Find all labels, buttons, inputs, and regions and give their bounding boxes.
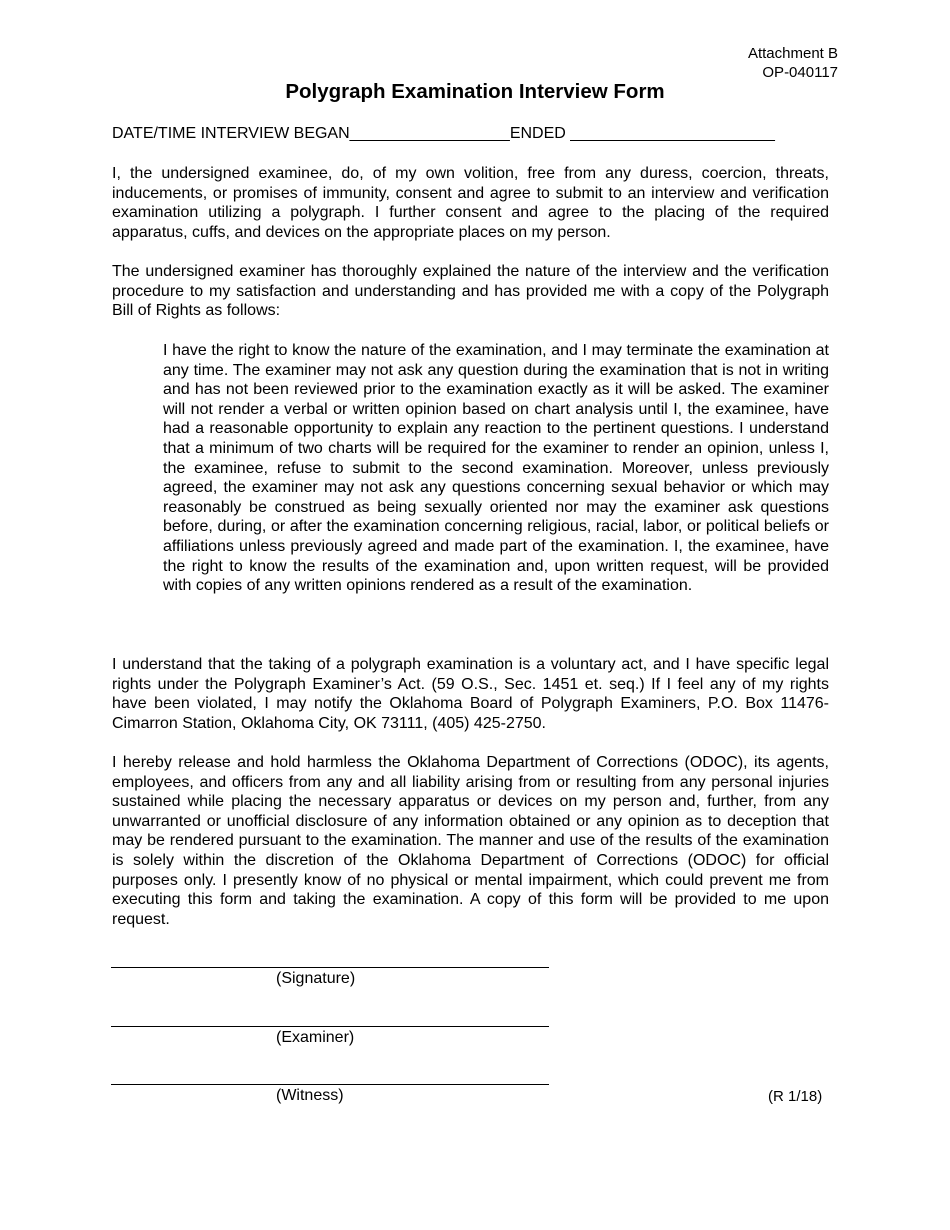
interview-began-label: DATE/TIME INTERVIEW BEGAN	[112, 125, 350, 142]
page-title: Polygraph Examination Interview Form	[285, 80, 665, 103]
examiner-signature-line	[111, 1026, 549, 1027]
witness-signature-field[interactable]	[111, 1084, 549, 1104]
interview-ended-field[interactable]: _______________________	[565, 125, 775, 142]
consent-paragraph: I, the undersigned examinee, do, of my own volition, free from any duress, coercion, threats, inducements, or promises of immunity, consent and agree to submit to an interview and verification examination utilizing a polygraph. I further consent and agree to the placing of the required apparatus, cuffs, and devices on the appropriate places on my person.	[112, 165, 829, 241]
form-identifier	[748, 44, 838, 82]
revision-label: (R 1/18)	[768, 1088, 823, 1105]
examiner-signature-field[interactable]	[111, 1026, 549, 1046]
examiner-label: (Examiner)	[276, 1029, 355, 1046]
witness-signature-line	[111, 1084, 549, 1085]
signature-label: (Signature)	[276, 970, 356, 987]
form-code: OP-040117	[762, 64, 838, 81]
date-time-line	[112, 125, 775, 143]
attachment-label: Attachment B	[747, 45, 838, 62]
signature-field[interactable]	[111, 967, 549, 987]
release-paragraph: I hereby release and hold harmless the Oklahoma Department of Corrections (ODOC), its agents, employees, and officers from any and all liability arising from or resulting from any personal injuries sustained while placing the necessary apparatus or devices on my person and, further, from any unwarranted or unofficial disclosure of any information obtained or any opinion as to deception that may be rendered pursuant to the examination. The manner and use of the results of the examination is solely within the discretion of the Oklahoma Department of Corrections (ODOC) for official purposes only. I presently know of no physical or mental impairment, which could prevent me from executing this form and taking the examination. A copy of this form will be provided to me upon request.	[112, 754, 829, 928]
witness-label: (Witness)	[276, 1087, 344, 1104]
interview-ended-label: ENDED	[509, 125, 566, 142]
interview-began-field[interactable]: __________________	[349, 125, 510, 142]
examiner-explanation-paragraph: The undersigned examiner has thoroughly explained the nature of the interview and the verification procedure to my satisfaction and understanding and has provided me with a copy of the Polygraph Bill of Rights as follows:	[112, 263, 829, 320]
signature-line	[111, 967, 549, 968]
voluntary-act-paragraph: I understand that the taking of a polygraph examination is a voluntary act, and I have specific legal rights under the Polygraph Examiner’s Act. (59 O.S., Sec. 1451 et. seq.) If I feel any of my rights have been violated, I may notify the Oklahoma Board of Polygraph Examiners, P.O. Box 11476-Cimarron Station, Oklahoma City, OK 73111, (405) 425-2750.	[112, 656, 829, 732]
bill-of-rights-paragraph: I have the right to know the nature of the examination, and I may terminate the examination at any time. The examiner may not ask any question during the examination that is not in writing and has not been reviewed prior to the examination exactly as it will be asked. The examiner will not render a verbal or written opinion based on chart analysis until I, the examinee, have had a reasonable opportunity to explain any reaction to the pertinent questions. I understand that a minimum of two charts will be required for the examiner to render an opinion, unless I, the examinee, refuse to submit to the second examination. Moreover, unless previously agreed, the examiner may not ask any questions concerning sexual behavior or which may reasonably be construed as being sexually oriented nor may the examiner ask questions before, during, or after the examination concerning religious, racial, labor, or political beliefs or affiliations unless previously agreed and made part of the examination. I, the examinee, have the right to know the results of the examination and, upon written request, will be provided with copies of any written opinions rendered as a result of the examination.	[163, 342, 829, 595]
